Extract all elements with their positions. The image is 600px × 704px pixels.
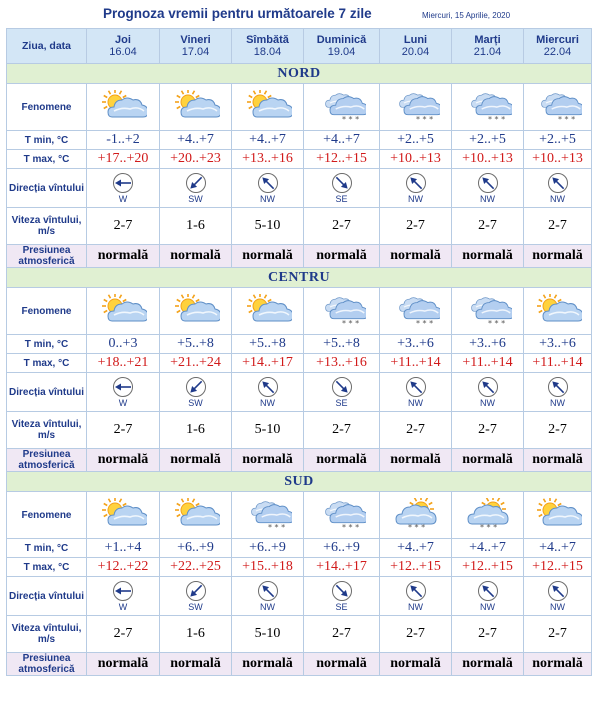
compass-arrow-icon — [477, 376, 499, 398]
pressure-value: normală — [380, 653, 452, 676]
wind-speed-value: 1-6 — [160, 412, 232, 449]
tmin-row — [7, 539, 592, 558]
pressure-label-text: Presiunea atmosferică — [18, 449, 75, 471]
wind-direction-text: SE — [335, 398, 348, 408]
tmin-value: +5..+8 — [160, 335, 232, 354]
day-date: 16.04 — [109, 46, 137, 58]
tmax-value: +22..+25 — [160, 558, 232, 577]
header — [0, 0, 600, 30]
tmax-label-text: T max, °C — [23, 357, 70, 369]
cloudy-snow-icon — [304, 288, 380, 335]
tmax-row — [7, 354, 592, 373]
day-date: 17.04 — [181, 46, 210, 58]
wind-direction — [160, 580, 231, 612]
tmax-value: +11..+14 — [524, 354, 592, 373]
wind-direction — [232, 376, 303, 408]
wind-speed-value: 2-7 — [524, 208, 592, 245]
wind-direction-row — [7, 169, 592, 208]
pressure-value: normală — [304, 653, 380, 676]
wind-direction-text: NW — [480, 194, 495, 204]
tmin-label — [7, 335, 87, 354]
cloudy-snow-icon — [304, 492, 380, 539]
region-header-row — [7, 472, 592, 492]
tmax-value: +21..+24 — [160, 354, 232, 373]
day-date: 19.04 — [327, 46, 356, 58]
svg-text:* * *: * * * — [487, 115, 505, 124]
wind-direction-text: NW — [260, 194, 275, 204]
pressure-label-text: Presiunea atmosferică — [18, 245, 75, 267]
svg-text:* * *: * * * — [557, 115, 575, 124]
compass-arrow-icon — [547, 376, 569, 398]
cloudy-snow-icon — [380, 288, 452, 335]
tmin-value: +5..+8 — [232, 335, 304, 354]
region-header-row — [7, 64, 592, 84]
wind-direction-text: SE — [335, 194, 348, 204]
wind-speed-value: 2-7 — [380, 616, 452, 653]
partly-cloudy-sun-icon — [87, 288, 160, 335]
tmin-label-text: T min, °C — [24, 542, 69, 554]
tmin-row — [7, 131, 592, 150]
svg-text:* * *: * * * — [407, 523, 425, 532]
pressure-value: normală — [452, 245, 524, 268]
day-header-cell — [304, 29, 380, 64]
tmax-value: +14..+17 — [232, 354, 304, 373]
compass-arrow-icon — [185, 172, 207, 194]
tmax-value: +12..+15 — [524, 558, 592, 577]
wind-speed-value: 2-7 — [452, 412, 524, 449]
compass-arrow-icon — [331, 376, 353, 398]
wind-direction — [452, 172, 523, 204]
tmax-value: +10..+13 — [380, 150, 452, 169]
wind-direction-text: NW — [550, 602, 565, 612]
day-name: Joi — [115, 34, 131, 46]
partly-cloudy-sun-icon — [524, 288, 592, 335]
tmin-value: +3..+6 — [380, 335, 452, 354]
pressure-value: normală — [452, 449, 524, 472]
wind-speed-value: 5-10 — [232, 412, 304, 449]
svg-text:* * *: * * * — [341, 523, 359, 532]
compass-arrow-icon — [185, 376, 207, 398]
wind-speed-value: 2-7 — [304, 208, 380, 245]
compass-arrow-icon — [331, 172, 353, 194]
partly-cloudy-sun-icon — [87, 492, 160, 539]
wind-direction-cell — [160, 373, 232, 412]
tmin-value: +4..+7 — [524, 539, 592, 558]
compass-arrow-icon — [547, 172, 569, 194]
tmax-label — [7, 150, 87, 169]
tmax-value: +11..+14 — [380, 354, 452, 373]
tmax-label-text: T max, °C — [23, 153, 70, 165]
wind-direction-text: SE — [335, 602, 348, 612]
wind-speed-value: 2-7 — [524, 412, 592, 449]
pressure-value: normală — [160, 653, 232, 676]
wind-speed-value: 2-7 — [452, 616, 524, 653]
wind-direction-cell — [232, 373, 304, 412]
cloudy-snow-icon — [304, 84, 380, 131]
wind-direction-cell — [160, 577, 232, 616]
forecast-table — [6, 28, 592, 676]
wind-direction-text: SW — [188, 194, 203, 204]
pressure-value: normală — [232, 653, 304, 676]
sun-cloud-rain-icon — [380, 492, 452, 539]
wind-direction-cell — [232, 577, 304, 616]
compass-arrow-icon — [405, 376, 427, 398]
wind-direction-text: W — [118, 602, 128, 612]
wind-direction-cell — [452, 577, 524, 616]
pressure-row — [7, 449, 592, 472]
wind-direction-cell — [380, 169, 452, 208]
day-header-cell — [232, 29, 304, 64]
wind-speed-value: 1-6 — [160, 208, 232, 245]
day-header-cell — [380, 29, 452, 64]
tmax-value: +13..+16 — [232, 150, 304, 169]
pressure-value: normală — [304, 449, 380, 472]
wind-direction-cell — [87, 577, 160, 616]
cloudy-snow-icon — [524, 84, 592, 131]
svg-text:* * *: * * * — [487, 319, 505, 328]
wind-direction-text: NW — [550, 398, 565, 408]
wind-direction-text: W — [118, 194, 128, 204]
tmin-value: +5..+8 — [304, 335, 380, 354]
pressure-value: normală — [524, 245, 592, 268]
tmax-row — [7, 150, 592, 169]
wind-direction-label-text: Direcția vîntului — [8, 590, 84, 602]
wind-direction — [232, 172, 303, 204]
wind-direction — [304, 580, 379, 612]
cloudy-snow-icon — [380, 84, 452, 131]
compass-arrow-icon — [257, 172, 279, 194]
day-name: Luni — [403, 34, 428, 46]
pressure-value: normală — [87, 245, 160, 268]
pressure-value: normală — [304, 245, 380, 268]
pressure-value: normală — [232, 245, 304, 268]
wind-speed-label — [7, 616, 87, 653]
tmax-value: +10..+13 — [524, 150, 592, 169]
wind-direction-cell — [304, 577, 380, 616]
wind-speed-value: 2-7 — [380, 412, 452, 449]
wind-direction-cell — [87, 373, 160, 412]
pressure-value: normală — [380, 449, 452, 472]
wind-speed-row — [7, 616, 592, 653]
svg-text:* * *: * * * — [341, 319, 359, 328]
wind-direction — [524, 580, 591, 612]
wind-speed-label — [7, 208, 87, 245]
wind-direction-cell — [380, 373, 452, 412]
wind-direction — [87, 376, 159, 408]
wind-direction — [160, 172, 231, 204]
wind-direction-text: NW — [480, 602, 495, 612]
tmax-label — [7, 354, 87, 373]
wind-direction-text: NW — [480, 398, 495, 408]
wind-speed-label-text: Viteza vîntului, m/s — [11, 419, 82, 441]
tmin-value: +4..+7 — [452, 539, 524, 558]
partly-cloudy-sun-icon — [524, 492, 592, 539]
tmin-label — [7, 131, 87, 150]
wind-direction-text: SW — [188, 602, 203, 612]
tmin-value: +4..+7 — [380, 539, 452, 558]
partly-cloudy-sun-icon — [232, 288, 304, 335]
phenomena-label — [7, 492, 87, 539]
tmin-value: +3..+6 — [452, 335, 524, 354]
svg-text:* * *: * * * — [267, 523, 285, 532]
pressure-value: normală — [524, 449, 592, 472]
wind-direction — [87, 580, 159, 612]
compass-arrow-icon — [257, 376, 279, 398]
wind-speed-value: 2-7 — [452, 208, 524, 245]
compass-arrow-icon — [405, 172, 427, 194]
wind-speed-value: 2-7 — [304, 412, 380, 449]
compass-arrow-icon — [112, 376, 134, 398]
tmin-value: +4..+7 — [160, 131, 232, 150]
wind-direction-label — [7, 577, 87, 616]
phenomena-row — [7, 288, 592, 335]
tmax-value: +15..+18 — [232, 558, 304, 577]
wind-direction-text: NW — [260, 602, 275, 612]
tmin-value: +6..+9 — [160, 539, 232, 558]
pressure-value: normală — [232, 449, 304, 472]
partly-cloudy-sun-icon — [160, 288, 232, 335]
cloudy-snow-icon — [452, 288, 524, 335]
compass-arrow-icon — [257, 580, 279, 602]
compass-arrow-icon — [112, 580, 134, 602]
region-name: SUD — [7, 472, 592, 492]
cloudy-snow-icon — [452, 84, 524, 131]
wind-direction-cell — [524, 373, 592, 412]
wind-speed-value: 2-7 — [380, 208, 452, 245]
pressure-value: normală — [452, 653, 524, 676]
tmax-row — [7, 558, 592, 577]
pressure-value: normală — [524, 653, 592, 676]
day-header-cell — [160, 29, 232, 64]
wind-direction — [304, 172, 379, 204]
pressure-label — [7, 653, 87, 676]
tmin-label-text: T min, °C — [24, 134, 69, 146]
day-label — [7, 29, 87, 64]
wind-direction-cell — [232, 169, 304, 208]
pressure-value: normală — [87, 653, 160, 676]
wind-direction — [380, 376, 451, 408]
page-title: Prognoza vremii pentru următoarele 7 zile — [103, 6, 372, 21]
day-name: Vineri — [180, 34, 211, 46]
partly-cloudy-sun-icon — [87, 84, 160, 131]
phenomena-label-text: Fenomene — [21, 305, 72, 317]
wind-speed-label-text: Viteza vîntului, m/s — [11, 215, 82, 237]
wind-direction-label-text: Direcția vîntului — [8, 182, 84, 194]
tmin-value: +6..+9 — [232, 539, 304, 558]
day-name: Miercuri — [536, 34, 579, 46]
wind-direction-text: NW — [408, 194, 423, 204]
wind-direction — [452, 376, 523, 408]
tmax-value: +13..+16 — [304, 354, 380, 373]
pressure-value: normală — [160, 245, 232, 268]
tmax-value: +14..+17 — [304, 558, 380, 577]
wind-speed-value: 1-6 — [160, 616, 232, 653]
compass-arrow-icon — [185, 580, 207, 602]
svg-text:* * *: * * * — [415, 115, 433, 124]
wind-direction-cell — [452, 169, 524, 208]
wind-direction — [87, 172, 159, 204]
day-header-cell — [452, 29, 524, 64]
compass-arrow-icon — [477, 580, 499, 602]
wind-direction — [232, 580, 303, 612]
tmax-value: +12..+15 — [452, 558, 524, 577]
phenomena-label — [7, 84, 87, 131]
tmax-value: +12..+22 — [87, 558, 160, 577]
day-label-text: Ziua, data — [21, 39, 71, 52]
tmax-value: +12..+15 — [380, 558, 452, 577]
tmax-value: +12..+15 — [304, 150, 380, 169]
pressure-label-text: Presiunea atmosferică — [18, 653, 75, 675]
tmax-value: +18..+21 — [87, 354, 160, 373]
wind-direction — [160, 376, 231, 408]
wind-speed-value: 2-7 — [87, 412, 160, 449]
cloudy-snow-icon — [232, 492, 304, 539]
pressure-value: normală — [380, 245, 452, 268]
wind-direction-text: NW — [550, 194, 565, 204]
region-name: CENTRU — [7, 268, 592, 288]
svg-text:* * *: * * * — [341, 115, 359, 124]
tmin-label — [7, 539, 87, 558]
compass-arrow-icon — [331, 580, 353, 602]
wind-direction — [380, 580, 451, 612]
phenomena-row — [7, 492, 592, 539]
sun-cloud-rain-icon — [452, 492, 524, 539]
tmin-value: +4..+7 — [304, 131, 380, 150]
compass-arrow-icon — [547, 580, 569, 602]
wind-direction-cell — [524, 577, 592, 616]
wind-speed-value: 2-7 — [304, 616, 380, 653]
day-date: 20.04 — [401, 46, 430, 58]
wind-direction-text: W — [118, 398, 128, 408]
wind-speed-row — [7, 208, 592, 245]
wind-speed-row — [7, 412, 592, 449]
tmax-value: +11..+14 — [452, 354, 524, 373]
issue-date: Miercuri, 15 Aprilie, 2020 — [422, 11, 511, 20]
tmax-label — [7, 558, 87, 577]
region-header-row — [7, 268, 592, 288]
wind-direction-label — [7, 373, 87, 412]
wind-speed-label-text: Viteza vîntului, m/s — [11, 623, 82, 645]
tmin-value: +2..+5 — [452, 131, 524, 150]
wind-direction — [380, 172, 451, 204]
wind-direction — [524, 376, 591, 408]
wind-speed-label — [7, 412, 87, 449]
wind-direction-text: NW — [408, 602, 423, 612]
partly-cloudy-sun-icon — [160, 84, 232, 131]
wind-direction-text: NW — [260, 398, 275, 408]
wind-direction — [452, 580, 523, 612]
day-header-cell — [87, 29, 160, 64]
day-date: 21.04 — [473, 46, 502, 58]
wind-speed-value: 2-7 — [87, 616, 160, 653]
tmin-value: +3..+6 — [524, 335, 592, 354]
phenomena-row — [7, 84, 592, 131]
pressure-value: normală — [160, 449, 232, 472]
wind-direction-label-text: Direcția vîntului — [8, 386, 84, 398]
wind-direction-label — [7, 169, 87, 208]
wind-direction-text: SW — [188, 398, 203, 408]
day-header-row — [7, 29, 592, 64]
tmax-value: +17..+20 — [87, 150, 160, 169]
day-name: Duminică — [316, 34, 367, 46]
day-date: 18.04 — [253, 46, 282, 58]
phenomena-label-text: Fenomene — [21, 509, 72, 521]
phenomena-label — [7, 288, 87, 335]
compass-arrow-icon — [477, 172, 499, 194]
wind-direction-cell — [304, 373, 380, 412]
phenomena-label-text: Fenomene — [21, 101, 72, 113]
wind-direction-row — [7, 577, 592, 616]
compass-arrow-icon — [405, 580, 427, 602]
wind-direction-text: NW — [408, 398, 423, 408]
pressure-row — [7, 245, 592, 268]
partly-cloudy-sun-icon — [232, 84, 304, 131]
tmin-value: +6..+9 — [304, 539, 380, 558]
compass-arrow-icon — [112, 172, 134, 194]
wind-direction-cell — [380, 577, 452, 616]
pressure-label — [7, 245, 87, 268]
wind-speed-value: 5-10 — [232, 208, 304, 245]
pressure-value: normală — [87, 449, 160, 472]
tmin-value: +2..+5 — [524, 131, 592, 150]
wind-direction-row — [7, 373, 592, 412]
wind-direction — [304, 376, 379, 408]
day-date: 22.04 — [543, 46, 572, 58]
tmax-value: +10..+13 — [452, 150, 524, 169]
tmin-value: +2..+5 — [380, 131, 452, 150]
pressure-label — [7, 449, 87, 472]
tmin-row — [7, 335, 592, 354]
wind-direction-cell — [87, 169, 160, 208]
wind-speed-value: 2-7 — [524, 616, 592, 653]
wind-speed-value: 2-7 — [87, 208, 160, 245]
wind-direction-cell — [452, 373, 524, 412]
svg-text:* * *: * * * — [415, 319, 433, 328]
wind-speed-value: 5-10 — [232, 616, 304, 653]
wind-direction-cell — [524, 169, 592, 208]
tmin-value: 0..+3 — [87, 335, 160, 354]
tmin-value: +1..+4 — [87, 539, 160, 558]
day-header-cell — [524, 29, 592, 64]
tmax-value: +20..+23 — [160, 150, 232, 169]
svg-text:* * *: * * * — [479, 523, 497, 532]
partly-cloudy-sun-icon — [160, 492, 232, 539]
day-name: Marți — [474, 34, 501, 46]
tmax-label-text: T max, °C — [23, 561, 70, 573]
region-name: NORD — [7, 64, 592, 84]
day-name: Sîmbătă — [246, 34, 289, 46]
tmin-value: -1..+2 — [87, 131, 160, 150]
pressure-row — [7, 653, 592, 676]
wind-direction-cell — [160, 169, 232, 208]
tmin-value: +4..+7 — [232, 131, 304, 150]
wind-direction — [524, 172, 591, 204]
tmin-label-text: T min, °C — [24, 338, 69, 350]
wind-direction-cell — [304, 169, 380, 208]
